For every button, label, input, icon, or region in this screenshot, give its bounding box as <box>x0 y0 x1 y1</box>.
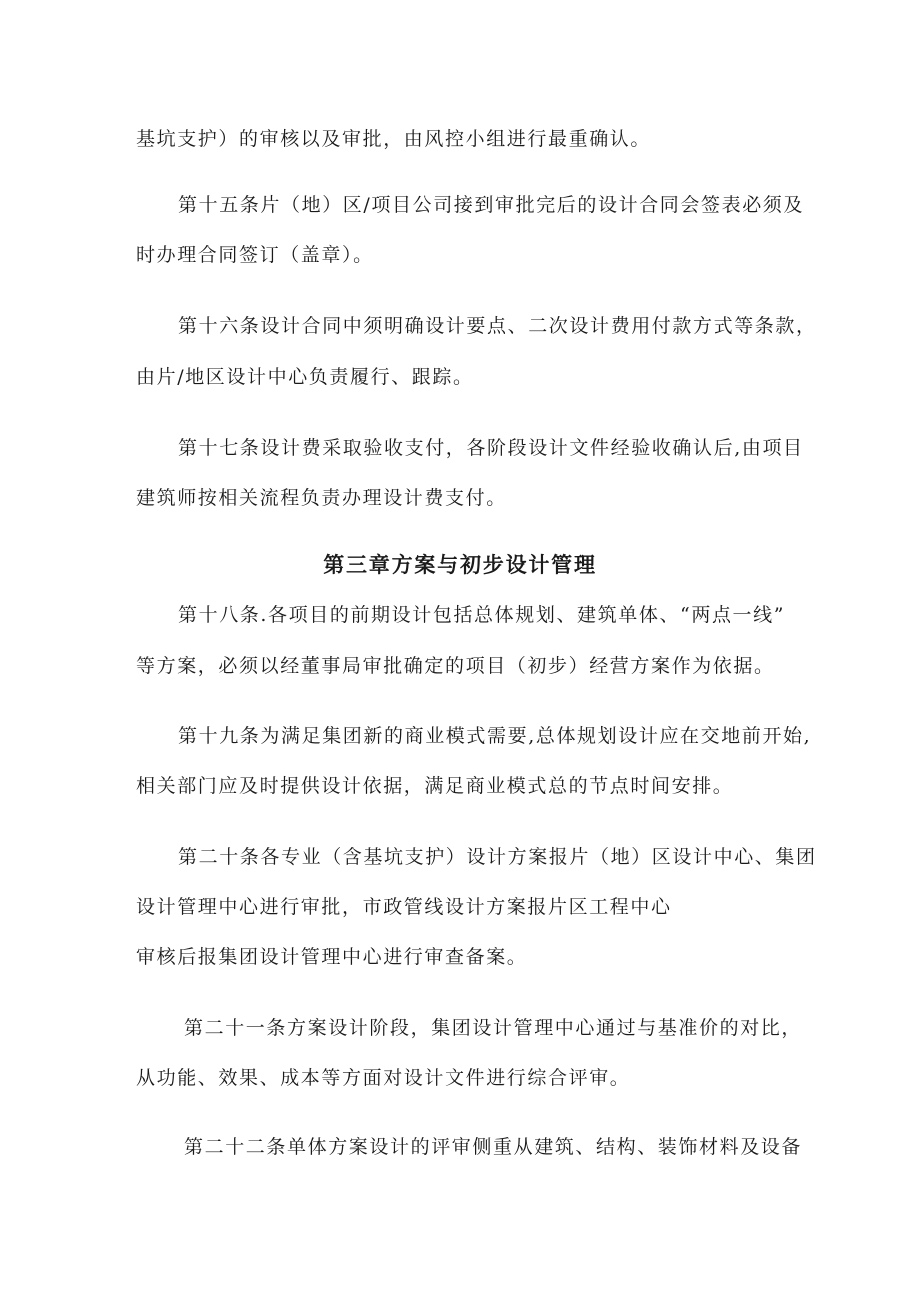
article-21-line-2: 从功能、效果、成本等方面对设计文件进行综合评审。 <box>136 1067 631 1089</box>
article-20-line-2: 设计管理中心进行审批，市政管线设计方案报片区工程中心 <box>136 896 672 918</box>
article-20-line-3: 审核后报集团设计管理中心进行审查备案。 <box>136 946 528 968</box>
paragraph-line: 基坑支护）的审核以及审批，由风控小组进行最重确认。 <box>136 128 652 150</box>
article-20-line-1: 第二十条各专业（含基坑支护）设计方案报片（地）区设计中心、集团 <box>178 846 817 868</box>
article-19-line-2: 相关部门应及时提供设计依据，满足商业模式总的节点时间安排。 <box>136 775 734 797</box>
article-22-line-1: 第二十二条单体方案设计的评审侧重从建筑、结构、装饰材料及设备 <box>184 1136 803 1158</box>
article-15-line-1: 第十五条片（地）区/项目公司接到审批完后的设计合同会签表必须及 <box>178 194 805 216</box>
article-17-line-1: 第十七条设计费采取验收支付，各阶段设计文件经验收确认后,由项目 <box>178 437 804 459</box>
chapter-title: 第三章方案与初步设计管理 <box>323 552 597 577</box>
article-15-line-2: 时办理合同签订（盖章）。 <box>136 244 374 266</box>
article-18-line-1: 第十八条.各项目的前期设计包括总体规划、建筑单体、“两点一线” <box>178 604 786 626</box>
article-17-line-2: 建筑师按相关流程负责办理设计费支付。 <box>136 487 507 509</box>
article-16-line-1: 第十六条设计合同中须明确设计要点、二次设计费用付款方式等条款， <box>178 315 817 337</box>
article-21-line-1: 第二十一条方案设计阶段，集团设计管理中心通过与基准价的对比， <box>184 1017 803 1039</box>
article-16-line-2: 由片/地区设计中心负责履行、跟踪。 <box>136 366 474 388</box>
article-18-line-2: 等方案，必须以经董事局审批确定的项目（初步）经营方案作为依据。 <box>136 655 775 677</box>
article-19-line-1: 第十九条为满足集团新的商业模式需要,总体规划设计应在交地前开始, <box>178 725 812 747</box>
